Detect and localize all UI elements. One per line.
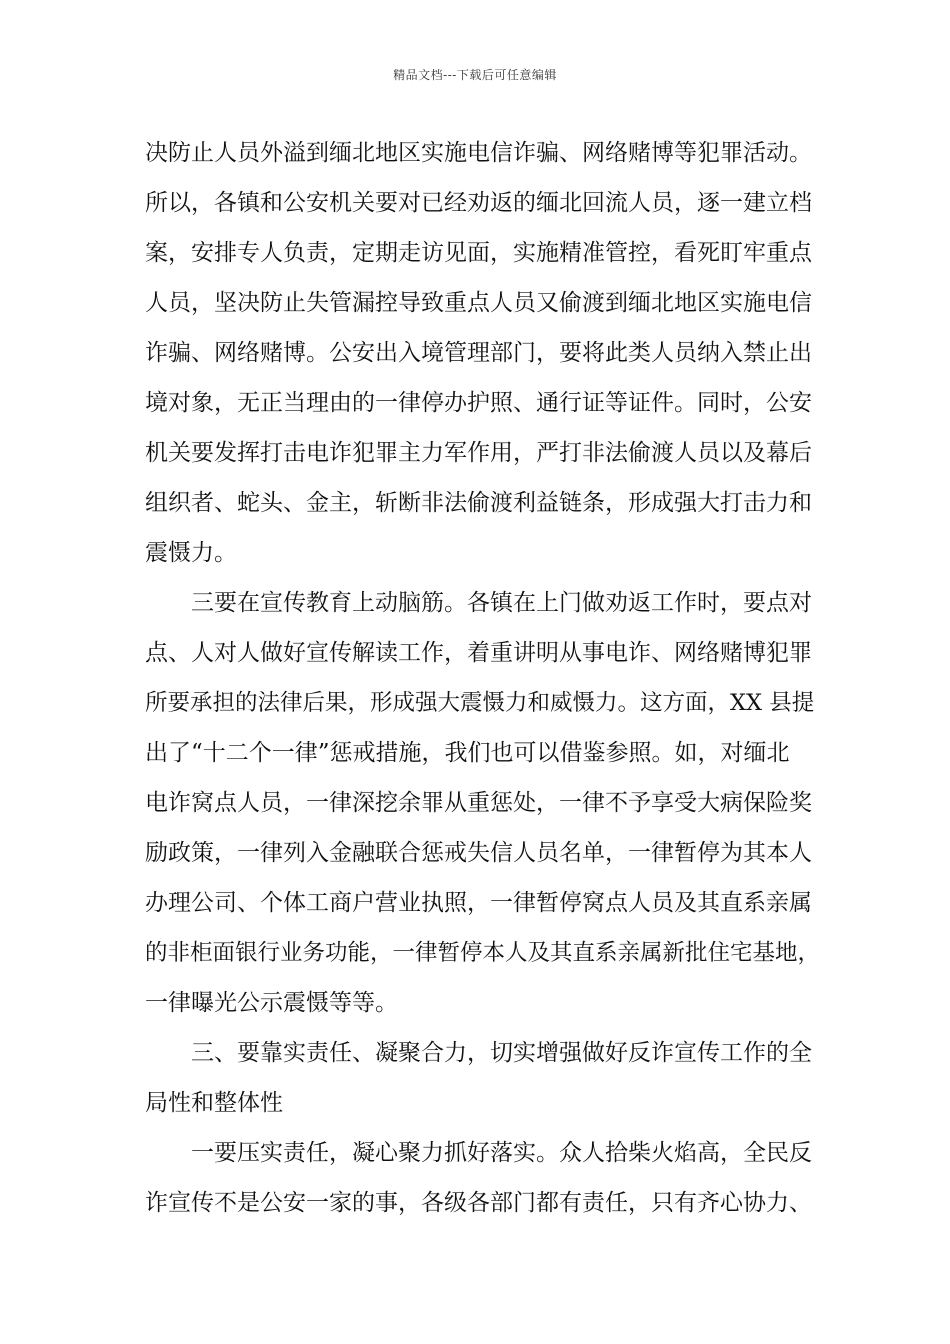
body-text bbox=[145, 128, 825, 1228]
text-line: 人员，坚决防止失管漏控导致重点人员又偷渡到缅北地区实施电信 bbox=[145, 290, 812, 316]
paragraph-start-line: 三要在宣传教育上动脑筋。各镇在上门做劝返工作时，要点对 bbox=[191, 590, 812, 616]
text-line: 励政策，一律列入金融联合惩戒失信人员名单，一律暂停为其本人 bbox=[145, 840, 812, 866]
text-line: 决防止人员外溢到缅北地区实施电信诈骗、网络赌博等犯罪活动。 bbox=[145, 140, 812, 166]
paragraph-start-line: 一要压实责任，凝心聚力抓好落实。众人拾柴火焰高，全民反 bbox=[191, 1140, 812, 1166]
text-line: 境对象，无正当理由的一律停办护照、通行证等证件。同时，公安 bbox=[145, 390, 812, 416]
text-line: 震慑力。 bbox=[145, 540, 237, 566]
text-line: 诈骗、网络赌博。公安出入境管理部门，要将此类人员纳入禁止出 bbox=[145, 340, 812, 366]
text-line: 一律曝光公示震慑等等。 bbox=[145, 990, 398, 1016]
section-heading-line: 三、要靠实责任、凝聚合力，切实增强做好反诈宣传工作的全 bbox=[191, 1040, 812, 1066]
text-line: 点、人对人做好宣传解读工作，着重讲明从事电诈、网络赌博犯罪 bbox=[145, 640, 812, 666]
section-heading-line: 局性和整体性 bbox=[145, 1090, 283, 1116]
page-header: 精品文档---下载后可任意编辑 bbox=[393, 68, 557, 82]
text-line: 出了“十二个一律”惩戒措施，我们也可以借鉴参照。如，对缅北 bbox=[145, 740, 790, 766]
text-line: 案，安排专人负责，定期走访见面，实施精准管控，看死盯牢重点 bbox=[145, 240, 812, 266]
text-line: 组织者、蛇头、金主，斩断非法偷渡利益链条，形成强大打击力和 bbox=[145, 490, 812, 516]
text-line: 诈宣传不是公安一家的事，各级各部门都有责任，只有齐心协力、 bbox=[145, 1190, 812, 1216]
text-line: 所以，各镇和公安机关要对已经劝返的缅北回流人员，逐一建立档 bbox=[145, 190, 812, 216]
text-line: 的非柜面银行业务功能，一律暂停本人及其直系亲属新批住宅基地， bbox=[145, 940, 821, 966]
text-line: 办理公司、个体工商户营业执照，一律暂停窝点人员及其直系亲属 bbox=[145, 890, 812, 916]
text-line: 所要承担的法律后果，形成强大震慑力和威慑力。这方面，XX 县提 bbox=[145, 690, 815, 716]
text-line: 电诈窝点人员，一律深挖余罪从重惩处，一律不予享受大病保险奖 bbox=[145, 790, 812, 816]
text-line: 机关要发挥打击电诈犯罪主力军作用，严打非法偷渡人员以及幕后 bbox=[145, 440, 812, 466]
